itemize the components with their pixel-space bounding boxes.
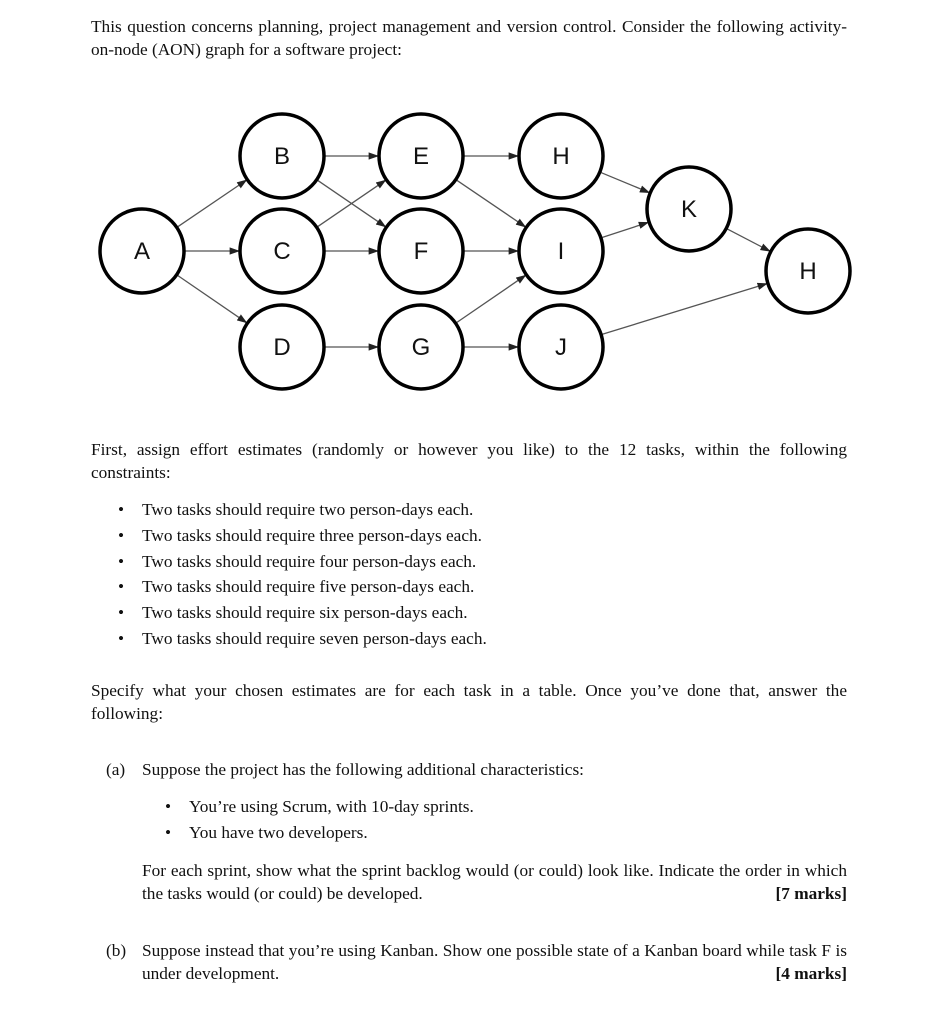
- edge-a-d: [177, 275, 247, 323]
- bullet-icon: •: [118, 603, 125, 623]
- node-label: E: [412, 143, 430, 170]
- specify-paragraph: Specify what your chosen estimates are for each task in a table. Once you’ve done that, answer the following:: [91, 681, 847, 723]
- first-paragraph: First, assign effort estimates (randomly or however you like) to the 12 tasks, within the following constraints:: [91, 440, 847, 482]
- aon-graph: [0, 0, 942, 420]
- node-label: K: [680, 196, 698, 223]
- list-item: • Two tasks should require three person-days each.: [118, 523, 487, 549]
- edge-a-b: [177, 180, 247, 227]
- part-b-question: Suppose instead that you’re using Kanban. Show one possible state of a Kanban board while task F is under development.: [142, 941, 847, 983]
- edge-j-h2: [601, 284, 767, 335]
- node-i: [519, 209, 603, 293]
- node-j: [519, 305, 603, 389]
- bullet-icon: •: [118, 551, 125, 571]
- node-h1: [519, 114, 603, 198]
- part-a-question: For each sprint, show what the sprint backlog would (or could) look like. Indicate the order in which the tasks would (or could) be developed.: [142, 861, 847, 903]
- bullet-icon: •: [118, 525, 125, 545]
- part-b-label: (b): [106, 941, 127, 960]
- list-item: • You have two developers.: [165, 820, 474, 846]
- edge-g-i: [456, 275, 526, 323]
- node-f: [379, 209, 463, 293]
- edge-i-k: [601, 222, 648, 237]
- node-k: [647, 167, 731, 251]
- intro-paragraph: This question concerns planning, project management and version control. Consider the following activity-on-node (AON) graph for a software project:: [91, 17, 847, 59]
- part-a-label: (a): [106, 760, 126, 779]
- node-b: [240, 114, 324, 198]
- list-item: • Two tasks should require two person-days each.: [118, 497, 487, 523]
- edge-k-h2: [726, 228, 770, 251]
- list-item: • Two tasks should require five person-days each.: [118, 574, 487, 600]
- part-a-marks: [7 marks]: [775, 884, 847, 903]
- bullet-icon: •: [118, 500, 125, 519]
- list-item: • Two tasks should require four person-days each.: [118, 549, 487, 575]
- node-label: D: [273, 334, 291, 361]
- node-label: G: [411, 334, 431, 361]
- node-a: [100, 209, 184, 293]
- node-e: [379, 114, 463, 198]
- edge-e-i: [456, 180, 526, 227]
- node-label: H: [552, 143, 570, 170]
- node-h2: [766, 229, 850, 313]
- node-label: F: [413, 238, 429, 265]
- node-label: C: [273, 238, 291, 265]
- part-a-bullets: [165, 794, 474, 846]
- list-item: • Two tasks should require six person-days each.: [118, 600, 487, 626]
- bullet-icon: •: [165, 797, 172, 816]
- node-label: I: [557, 238, 565, 265]
- node-d: [240, 305, 324, 389]
- bullet-icon: •: [165, 822, 172, 842]
- node-label: J: [555, 334, 567, 361]
- node-label: H: [799, 258, 817, 285]
- bullet-icon: •: [118, 577, 125, 597]
- part-a-intro: Suppose the project has the following additional characteristics:: [142, 760, 584, 779]
- node-c: [240, 209, 324, 293]
- bullet-icon: •: [118, 628, 125, 648]
- node-g: [379, 305, 463, 389]
- list-item: • Two tasks should require seven person-days each.: [118, 626, 487, 652]
- constraints-list: [118, 497, 487, 652]
- list-item: • You’re using Scrum, with 10-day sprints.: [165, 794, 474, 820]
- part-b-marks: [4 marks]: [775, 964, 847, 983]
- node-label: A: [133, 238, 151, 265]
- node-label: B: [273, 143, 291, 170]
- edge-h1-k: [600, 172, 649, 192]
